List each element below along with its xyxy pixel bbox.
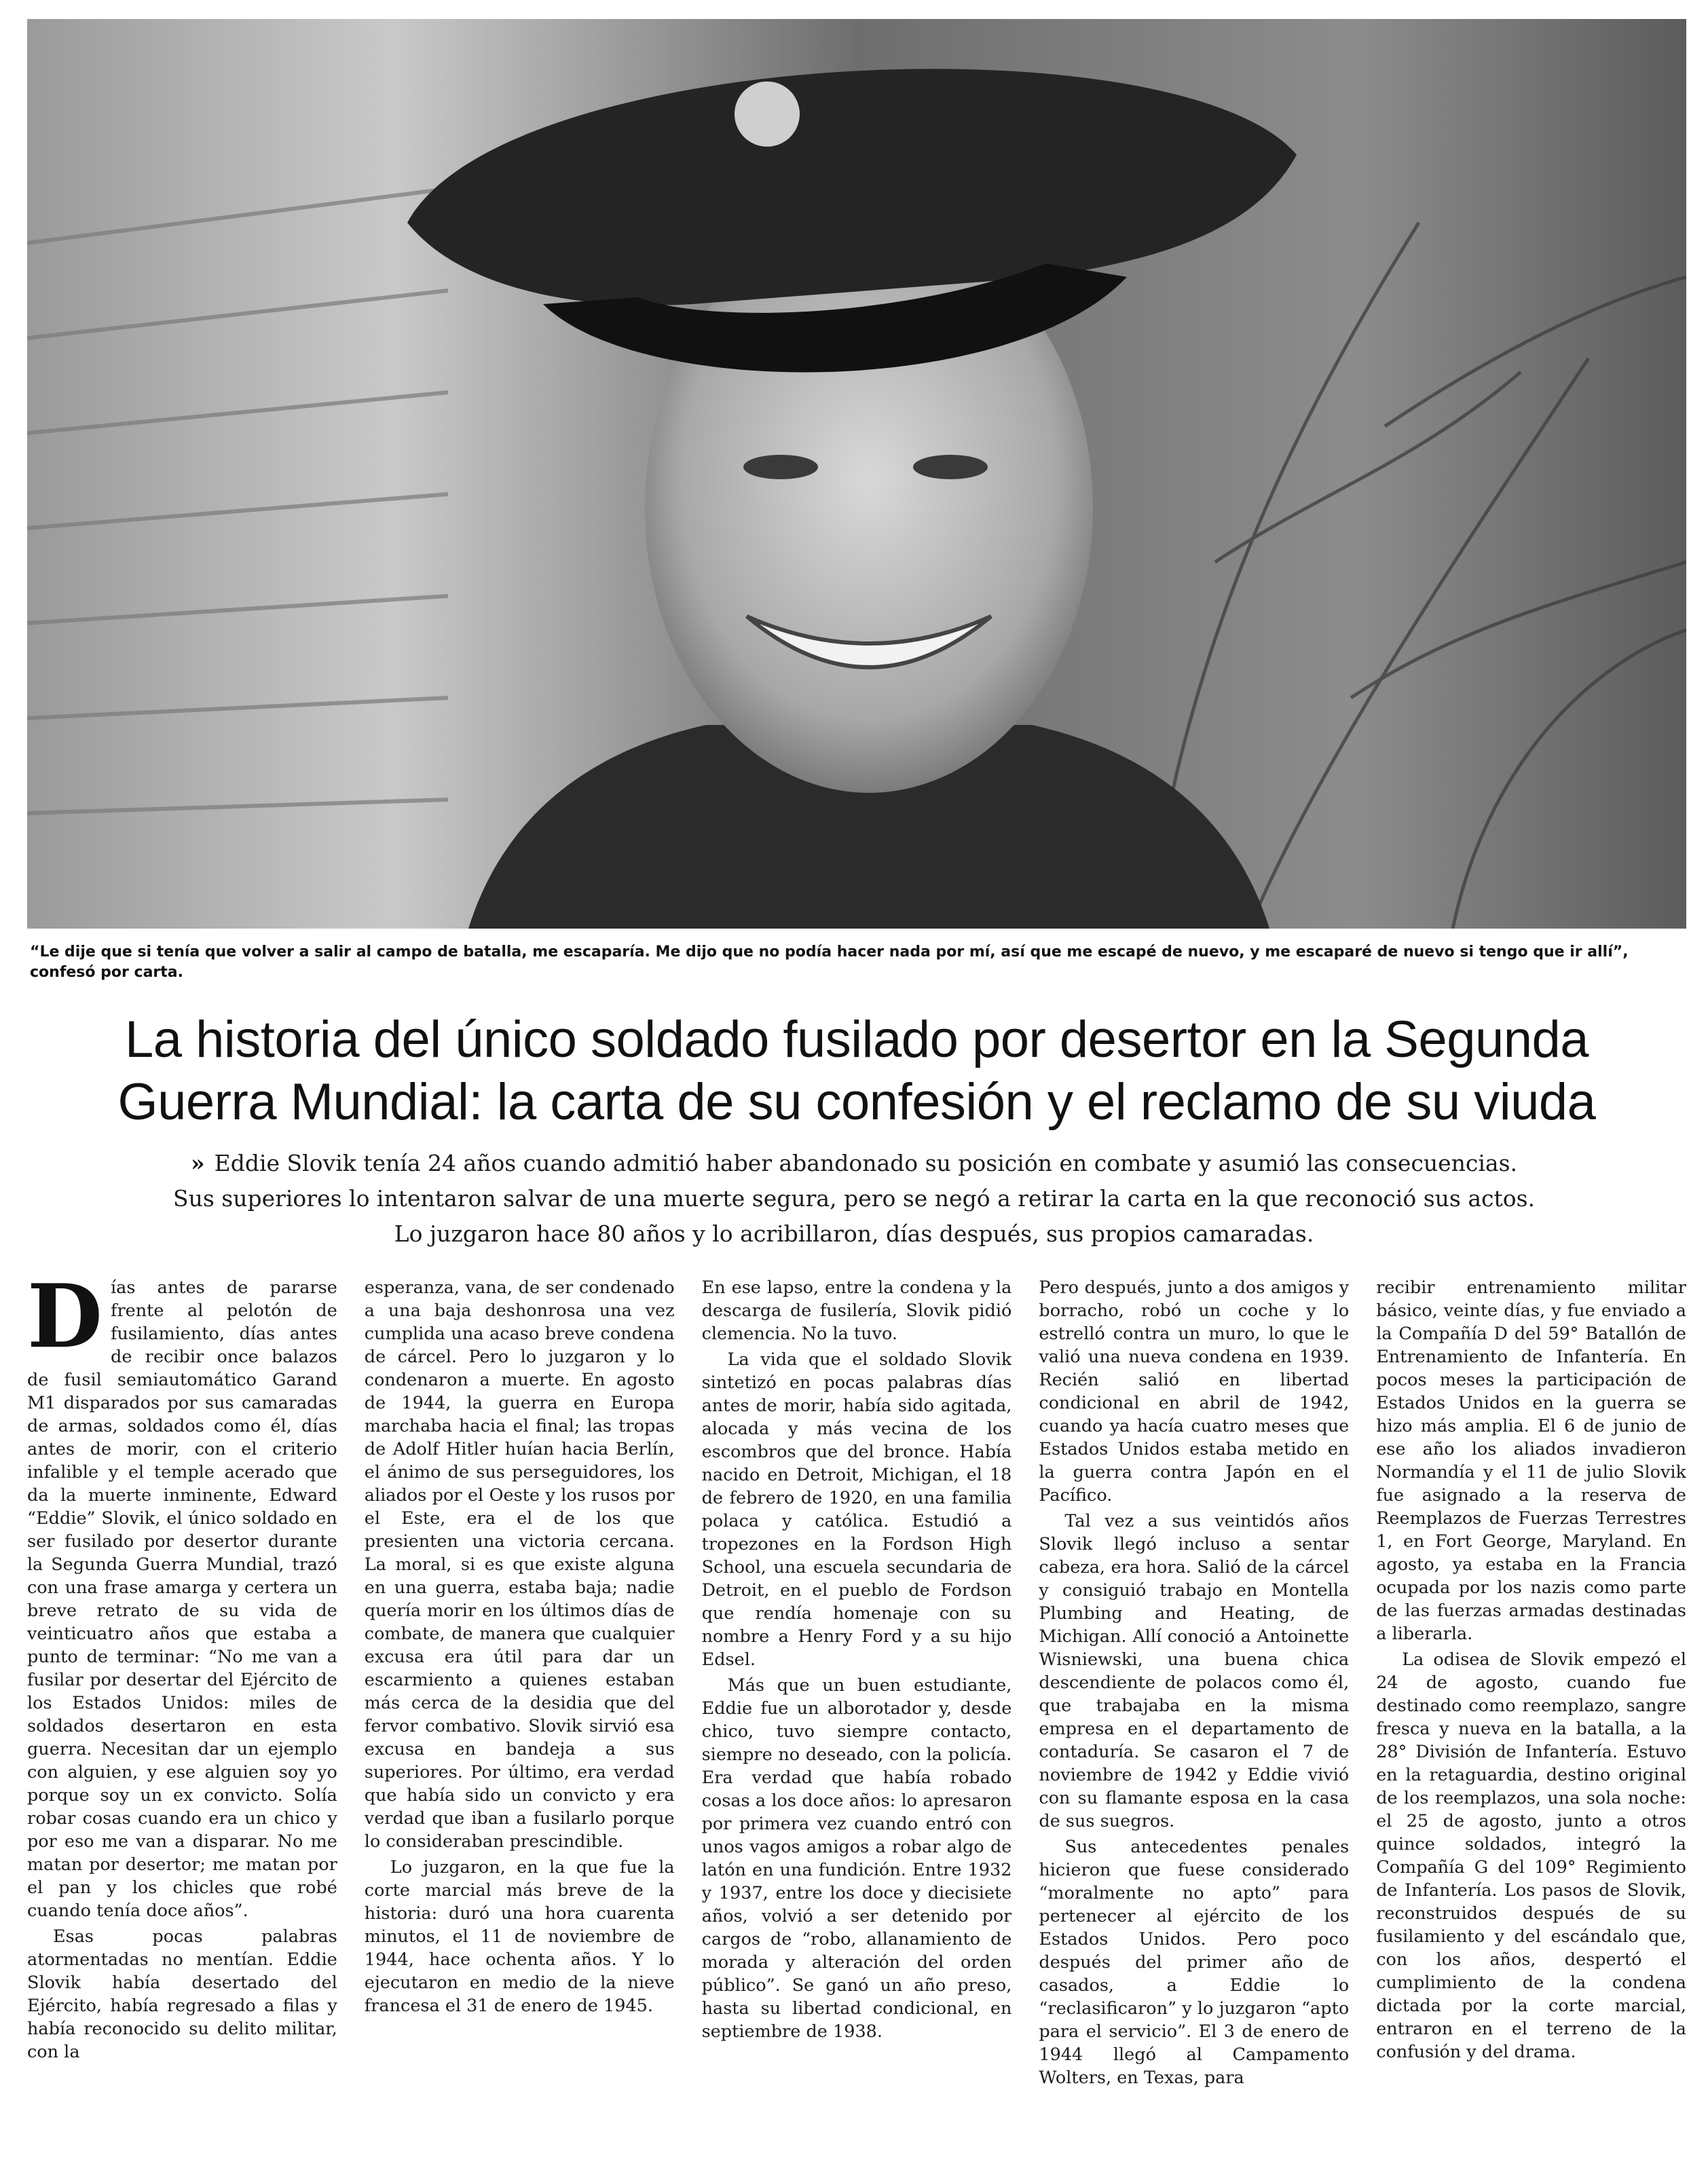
headline bbox=[27, 1009, 1686, 1134]
dropcap: D bbox=[27, 1276, 103, 1368]
paragraph: Pero después, junto a dos amigos y borracho, robó un coche y lo estrelló contra un muro, lo que le valió una nueva condena en 1939. Recién salió en libertad condicional en abril de 1942, cuando ya hacía cuatro meses que Estados Unidos estaba metido en la guerra contra Japón en el Pacífico. bbox=[1039, 1277, 1350, 1506]
soldier-portrait-image bbox=[27, 19, 1686, 929]
paragraph: esperanza, vana, de ser condenado a una baja deshonrosa una vez cumplida una acaso breve condena de cárcel. Pero lo juzgaron y lo condenaron a muerte. En agosto de 1944, la guerra en Europa marchaba hacia el final; las tropas de Adolf Hitler huían hacia Berlín, el ánimo de sus perseguidores, los aliados por el Oeste y los rusos por el Este, era el de los que presienten una victoria cercana. La moral, si es que existe alguna en una guerra, estaba baja; nadie quería morir en los últimos días de combate, de manera que cualquier excusa era útil para dar un escarmiento a quienes estaban más cerca de la desidia que del fervor combativo. Slovik sirvió esa excusa en bandeja a sus superiores. Por último, era verdad que había sido un convicto y era verdad que iban a fusilarlo porque lo consideraban prescindible. bbox=[364, 1277, 675, 1852]
photo-caption: “Le dije que si tenía que volver a salir al campo de batalla, me escaparía. Me dijo que no podía hacer nada por mí, así que me escapé de nuevo, y me escaparé de nuevo si tengo que ir allí”, confesó por carta. bbox=[30, 944, 1629, 981]
headline-line-1: La historia del único soldado fusilado por desertor en la Segunda bbox=[124, 1011, 1589, 1068]
summary-text: Eddie Slovik tenía 24 años cuando admitió haber abandonado su posición en combate y asumió las consecuencias. Sus superiores lo intentaron salvar de una muerte segura, pero se negó a retirar la carta en la que reconoció sus actos. Lo juzgaron hace 80 años y lo acribillaron, días después, sus propios camaradas. bbox=[172, 1150, 1536, 1247]
paragraph: recibir entrenamiento militar básico, veinte días, y fue enviado a la Compañía D del 59° Batallón de Entrenamiento de Infantería. En pocos meses la participación de Estados Unidos en la guerra se hizo más amplia. El 6 de junio de ese año los aliados invadieron Normandía y el 11 de julio Slovik fue asignado a la reserva de Reemplazos de Fuerzas Terrestres 1, en Fort George, Maryland. En agosto, ya estaba en la Francia ocupada por los nazis como parte de las fuerzas armadas destinadas a liberarla. bbox=[1376, 1277, 1686, 1644]
article-column-1 bbox=[27, 1276, 337, 2172]
article-column-2 bbox=[365, 1276, 675, 2172]
article-column-4 bbox=[1039, 1276, 1349, 2172]
paragraph: Esas pocas palabras atormentadas no mentían. Eddie Slovik había desertado del Ejército, había regresado a filas y había reconocido su delito militar, con la bbox=[27, 1926, 337, 2062]
article-column-5 bbox=[1376, 1276, 1686, 2172]
paragraph: Sus antecedentes penales hicieron que fuese considerado “moralmente no apto” para pertenecer al ejército de los Estados Unidos. Pero poco después del primer año de casados, a Eddie lo “reclasificaron” y lo juzgaron “apto para el servicio”. El 3 de enero de 1944 llegó al Campamento Wolters, en Texas, para bbox=[1039, 1837, 1350, 2088]
paragraph: Lo juzgaron, en la que fue la corte marcial más breve de la historia: duró una hora cuarenta minutos, el 11 de noviembre de 1944, hace ochenta años. Y lo ejecutaron en medio de la nieve francesa el 31 de enero de 1945. bbox=[364, 1857, 675, 2016]
paragraph-text: ías antes de pararse frente al pelotón de fusilamiento, días antes de recibir once balazos de fusil semiautomático Garand M1 disparados por sus camaradas de armas, soldados como él, días antes de morir, con el criterio infalible y el temple acerado que da la muerte inminente, Edward “Eddie” Slovik, el único soldado en ser fusilado por desertor durante la Segunda Guerra Mundial, trazó con una frase amarga y certera un breve retrato de su vida de veinticuatro años que estaba a punto de terminar: “No me van a fusilar por desertar del Ejército de los Estados Unidos: miles de soldados desertaron en esta guerra. Necesitan dar un ejemplo con alguien, y ese alguien soy yo porque soy un ex convicto. Solía robar cosas cuando era un chico y por eso me van a disparar. No me matan por desertor; me matan por el pan y los chicles que robé cuando tenía doce años”. bbox=[27, 1277, 337, 1921]
paragraph bbox=[27, 1276, 337, 1922]
paragraph: La odisea de Slovik empezó el 24 de agosto, cuando fue destinado como reemplazo, sangre fresca y nueva en la batalla, a la 28° División de Infantería. Estuvo en la retaguardia, destino original de los reemplazos, una sola noche: el 25 de agosto, junto a otros quince soldados, integró la Compañía G del 109° Regimiento de Infantería. Los pasos de Slovik, reconstruidos después de su fusilamiento y del escándalo que, con los años, despertó el cumplimiento de la condena dictada por la corte marcial, entraron en el terreno de la confusión y del drama. bbox=[1376, 1649, 1686, 2062]
summary bbox=[170, 1146, 1538, 1252]
paragraph: En ese lapso, entre la condena y la descarga de fusilería, Slovik pidió clemencia. No la tuvo. bbox=[701, 1277, 1012, 1344]
soldier-photo bbox=[27, 19, 1686, 929]
paragraph: La vida que el soldado Slovik sintetizó en pocas palabras días antes de morir, había sido agitada, alocada y más vecina de los escombros que del bronce. Había nacido en Detroit, Michigan, el 18 de febrero de 1920, en una familia polaca y católica. Estudió a tropezones en la Fordson High School, una escuela secundaria de Detroit, en el pueblo de Fordson que rendía homenaje con su nombre a Henry Ford y a su hijo Edsel. bbox=[701, 1349, 1012, 1670]
article-column-3 bbox=[702, 1276, 1012, 2172]
paragraph: Más que un buen estudiante, Eddie fue un alborotador y, desde chico, tuvo siempre contacto, siempre no deseado, con la policía. Era verdad que había robado cosas a los doce años: lo apresaron por primera vez cuando entró con unos vagos amigos a robar algo de latón en una fundición. Entre 1932 y 1937, entre los doce y diecisiete años, volvió a ser detenido por cargos de “robo, allanamiento de morada y alteración del orden público”. Se ganó un año preso, hasta su libertad condicional, en septiembre de 1938. bbox=[701, 1675, 1012, 2042]
summary-marker-icon: » bbox=[190, 1150, 205, 1176]
headline-line-2: Guerra Mundial: la carta de su confesión y el reclamo de su viuda bbox=[117, 1073, 1596, 1131]
paragraph: Tal vez a sus veintidós años Slovik llegó incluso a sentar cabeza, era hora. Salió de la cárcel y consiguió trabajo en Montella Plumbing and Heating, de Michigan. Allí conoció a Antoinette Wisniewski, una buena chica descendiente de polacos como él, que trabajaba en la misma empresa en el departamento de contaduría. Se casaron el 7 de noviembre de 1942 y Eddie vivió con su flamante esposa en la casa de sus suegros. bbox=[1039, 1511, 1350, 1831]
article-body bbox=[27, 1276, 1686, 2172]
